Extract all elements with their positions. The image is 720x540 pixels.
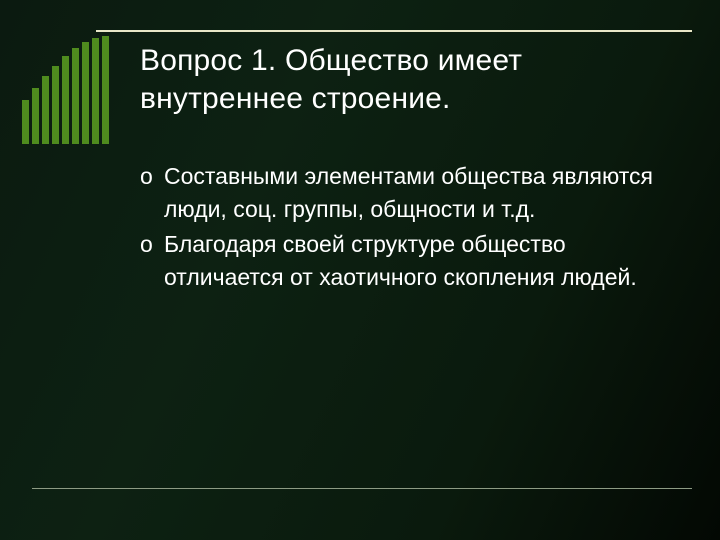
top-divider [96, 30, 692, 32]
bullet-list [140, 160, 680, 296]
list-item [140, 228, 680, 294]
list-item [140, 160, 680, 226]
slide-title: Вопрос 1. Общество имеет внутреннее строение. [140, 44, 523, 115]
bullet-marker-icon: o [140, 163, 153, 189]
bottom-divider [32, 488, 692, 489]
list-item-text: Благодаря своей структуре общество отличается от хаотичного скопления людей. [164, 231, 637, 290]
bullet-marker-icon: o [140, 231, 153, 257]
list-item-text: Составными элементами общества являются люди, соц. группы, общности и т.д. [164, 163, 653, 222]
decorative-bar-fan [22, 36, 114, 144]
